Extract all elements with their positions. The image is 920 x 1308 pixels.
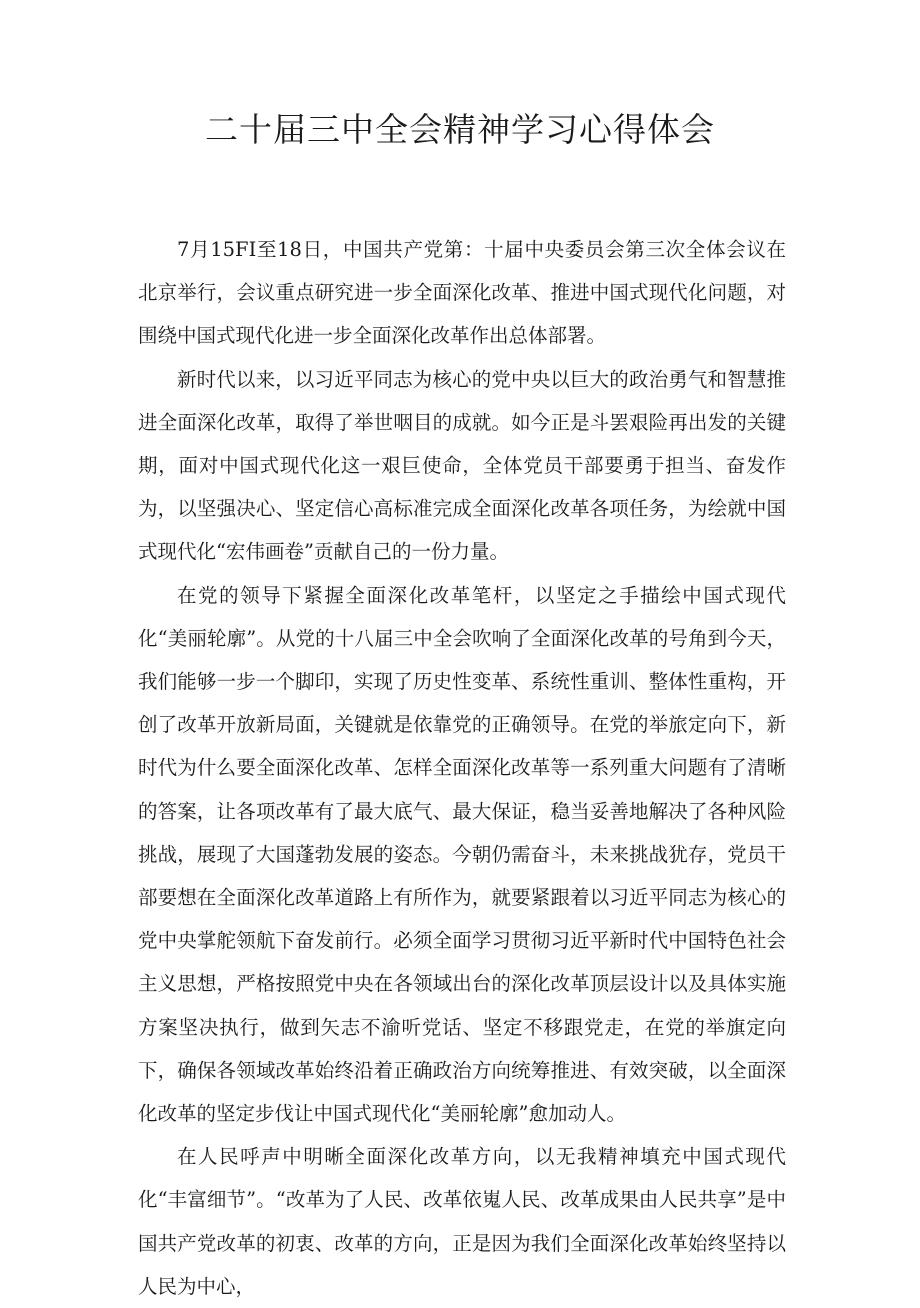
document-body <box>138 228 786 1308</box>
document-title: 二十届三中全会精神学习心得体会 <box>205 110 715 149</box>
paragraph: 新时代以来，以习近平同志为核心的党中央以巨大的政治勇气和智慧推进全面深化改革，取得了举世咽目的成就。如今正是斗罢艰险再出发的关键期，面对中国式现代化这一艰巨使命，全体党员干部要勇于担当、奋发作为，以坚强决心、坚定信心高标准完成全面深化改革各项任务，为绘就中国式现代化“宏伟画卷”贡献自己的一份力量。 <box>138 367 786 564</box>
paragraph: 7月15FI至18日，中国共产党第：十届中央委员会第三次全体会议在北京举行，会议重点研究进一步全面深化改革、推进中国式现代化问题，对围绕中国式现代化进一步全面深化改革作出总体部署。 <box>138 238 786 348</box>
paragraph: 在人民呼声中明晰全面深化改革方向，以无我精神填充中国式现代化“丰富细节”。“改革为了人民、改革依嵬人民、改革成果由人民共享”是中国共产党改革的初衷、改革的方向，正是因为我们全面深化改革始终坚持以人民为中心， <box>138 1145 786 1298</box>
paragraph: 在党的领导下紧握全面深化改革笔杆，以坚定之手描绘中国式现代化“美丽轮廓”。从党的十八届三中全会吹响了全面深化改革的号角到今天，我们能够一步一个脚印，实现了历史性变革、系统性重训、整体性重构，开创了改革开放新局面，关键就是依靠党的正确领导。在党的举旅定向下，新时代为什么要全面深化改革、怎样全面深化改革等一系列重大问题有了清晰的答案，让各项改革有了最大底气、最大保证，稳当妥善地解决了各种风险挑战，展现了大国蓬勃发展的姿态。今朝仍需奋斗，未来挑战犹存，党员干部要想在全面深化改革道路上有所作为，就要紧跟着以习近平同志为核心的党中央掌舵领航下奋发前行。必须全面学习贯彻习近平新时代中国特色社会主义思想，严格按照党中央在各领域出台的深化改革顶层设计以及具体实施方案坚决执行，做到矢志不渝听党话、坚定不移跟党走，在党的举旗定向下，确保各领域改革始终沿着正确政治方向统筹推进、有效突破，以全面深化改革的坚定步伐让中国式现代化“美丽轮廓”愈加动人。 <box>138 583 786 1126</box>
